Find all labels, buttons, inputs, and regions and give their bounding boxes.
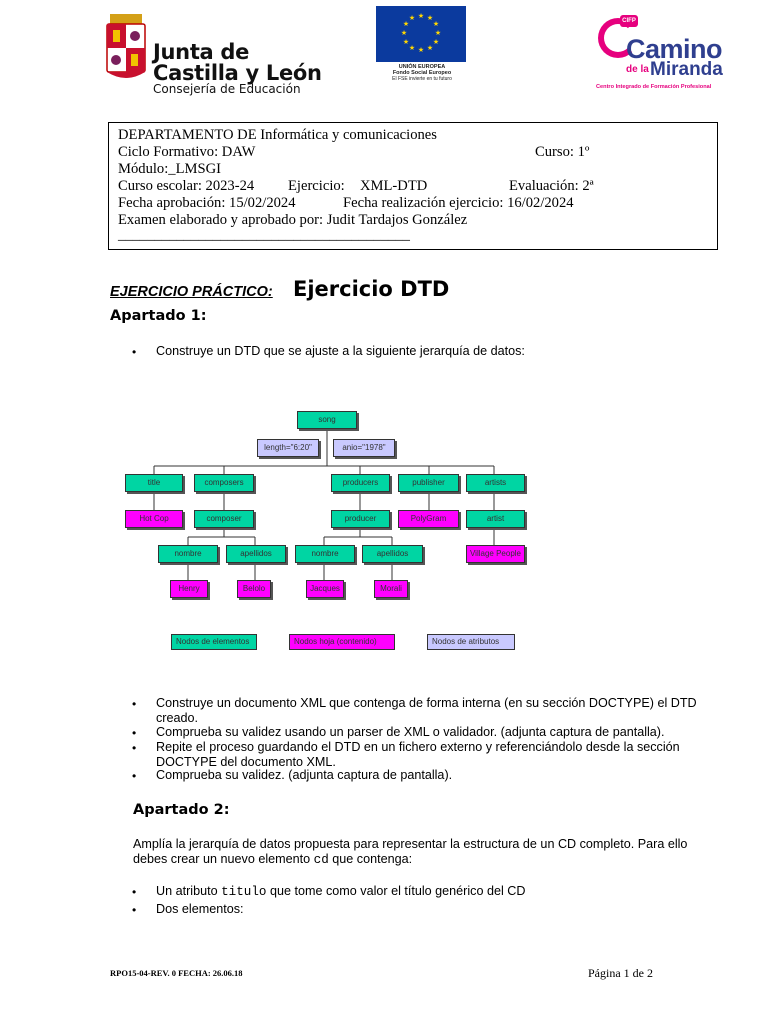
bullet-icon: • bbox=[132, 769, 137, 783]
node-producer: producer bbox=[331, 510, 390, 528]
svg-text:★: ★ bbox=[434, 30, 442, 37]
node-henry: Henry bbox=[170, 580, 208, 598]
svg-text:★: ★ bbox=[426, 45, 434, 52]
department: DEPARTAMENTO DE Informática y comunicaciones bbox=[118, 127, 437, 143]
bullet-icon: • bbox=[132, 697, 137, 711]
footer-revision: RPO15-04-REV. 0 FECHA: 26.06.18 bbox=[110, 968, 243, 978]
apartado1-intro: Construye un DTD que se ajuste a la siguiente jerarquía de datos: bbox=[156, 344, 525, 358]
camino-subtitle: Centro Integrado de Formación Profesional bbox=[596, 84, 712, 90]
apartado2-para2-pre: debes crear un nuevo elemento bbox=[133, 852, 314, 866]
jcyl-title-line1: Junta de bbox=[153, 40, 250, 64]
node-jacques: Jacques bbox=[306, 580, 344, 598]
jcyl-logo bbox=[105, 14, 322, 100]
eu-caption-line2: Fondo Social Europeo bbox=[392, 70, 452, 76]
jcyl-title-line2: Castilla y León bbox=[153, 61, 322, 85]
modulo: Módulo:_LMSGI bbox=[118, 161, 221, 177]
ciclo-formativo: Ciclo Formativo: DAW bbox=[118, 144, 256, 160]
svg-text:★: ★ bbox=[402, 39, 410, 46]
eu-flag-icon bbox=[376, 6, 466, 62]
eu-caption-line3: El FSE invierte en tu futuro bbox=[392, 76, 452, 82]
node-polygram: PolyGram bbox=[398, 510, 459, 528]
legend-element-nodes: Nodos de elementos bbox=[171, 634, 257, 650]
node-village-people: Village People bbox=[466, 545, 525, 563]
apartado2-paragraph-line1: Amplía la jerarquía de datos propuesta para representar la estructura de un CD completo. Para ello bbox=[133, 837, 688, 851]
svg-text:★: ★ bbox=[400, 30, 408, 37]
curso-escolar: Curso escolar: 2023-24 bbox=[118, 178, 255, 194]
node-attr-anio: anio="1978" bbox=[333, 439, 395, 457]
bullet-icon: • bbox=[132, 903, 137, 917]
node-producers: producers bbox=[331, 474, 390, 492]
bullet-icon: • bbox=[132, 741, 137, 755]
apartado2-b1-pre: Un atributo bbox=[156, 884, 222, 898]
apartado2-paragraph-line2 bbox=[133, 852, 412, 868]
curso: Curso: 1º bbox=[535, 144, 590, 160]
legend-leaf-nodes: Nodos hoja (contenido) bbox=[289, 634, 395, 650]
exercise-title: Ejercicio DTD bbox=[293, 277, 450, 301]
tree-connectors bbox=[120, 400, 540, 660]
apartado1-bullet-3: Repite el proceso guardando el DTD en un fichero externo y referenciándolo desde la sección DOCTYPE del documento XML. bbox=[156, 740, 680, 769]
fecha-aprobacion: Fecha aprobación: 15/02/2024 bbox=[118, 195, 296, 211]
jcyl-subtitle: Consejería de Educación bbox=[153, 82, 301, 96]
apartado2-para2-post: que contenga: bbox=[328, 852, 413, 866]
apartado1-bullet-2: Comprueba su validez usando un parser de XML o validador. (adjunta captura de pantalla). bbox=[156, 725, 665, 739]
svg-text:★: ★ bbox=[408, 15, 416, 22]
node-title: title bbox=[125, 474, 183, 492]
node-composer: composer bbox=[194, 510, 254, 528]
code-cd: cd bbox=[313, 853, 329, 867]
svg-text:★: ★ bbox=[417, 13, 425, 20]
camino-word2: Miranda bbox=[650, 59, 723, 80]
node-artist: artist bbox=[466, 510, 525, 528]
xml-hierarchy-diagram bbox=[120, 400, 540, 660]
node-song: song bbox=[297, 411, 357, 429]
signature-line: ________________________________________ bbox=[118, 227, 410, 243]
bullet-icon: • bbox=[132, 726, 137, 740]
camino-word1: Camino bbox=[626, 34, 723, 64]
node-belolo: Belolo bbox=[237, 580, 271, 598]
ejercicio-value: XML-DTD bbox=[360, 178, 428, 194]
apartado1-bullet-1: Construye un documento XML que contenga de forma interna (en su sección DOCTYPE) el DTD creado. bbox=[156, 696, 697, 725]
eu-logo bbox=[376, 6, 468, 90]
bullet-icon: • bbox=[132, 885, 137, 899]
svg-text:★: ★ bbox=[426, 15, 434, 22]
bullet-icon: • bbox=[132, 345, 137, 359]
apartado2-bullet-1 bbox=[156, 884, 525, 900]
ejercicio-label: Ejercicio: bbox=[288, 178, 345, 194]
evaluacion: Evaluación: 2ª bbox=[509, 178, 594, 194]
legend-attribute-nodes: Nodos de atributos bbox=[427, 634, 515, 650]
camino-badge: CIFP bbox=[620, 15, 638, 27]
node-publisher: publisher bbox=[398, 474, 459, 492]
node-nombre-composer: nombre bbox=[158, 545, 218, 563]
node-nombre-producer: nombre bbox=[295, 545, 355, 563]
examen-autor: Examen elaborado y aprobado por: Judit Tardajos González bbox=[118, 212, 468, 228]
svg-text:★: ★ bbox=[417, 47, 425, 54]
info-box bbox=[108, 122, 718, 250]
eu-caption-line1: UNIÓN EUROPEA bbox=[398, 64, 446, 70]
node-morali: Morali bbox=[374, 580, 408, 598]
camino-dela: de la bbox=[626, 64, 649, 75]
code-titulo: titulo bbox=[221, 885, 267, 899]
node-artists: artists bbox=[466, 474, 525, 492]
apartado2-heading: Apartado 2: bbox=[133, 802, 230, 818]
node-composers: composers bbox=[194, 474, 254, 492]
node-hot-cop: Hot Cop bbox=[125, 510, 183, 528]
node-apellidos-composer: apellidos bbox=[226, 545, 286, 563]
apartado2-bullet-2: Dos elementos: bbox=[156, 902, 244, 916]
exercise-label: EJERCICIO PRÁCTICO: bbox=[110, 284, 273, 300]
node-apellidos-producer: apellidos bbox=[362, 545, 423, 563]
svg-text:★: ★ bbox=[408, 45, 416, 52]
svg-text:★: ★ bbox=[432, 39, 440, 46]
svg-text:★: ★ bbox=[432, 21, 440, 28]
apartado1-bullet-4: Comprueba su validez. (adjunta captura de pantalla). bbox=[156, 768, 453, 782]
page-number: Página 1 de 2 bbox=[588, 966, 653, 980]
apartado1-heading: Apartado 1: bbox=[110, 308, 207, 324]
node-attr-length: length="6:20" bbox=[257, 439, 319, 457]
eu-caption bbox=[376, 64, 468, 82]
apartado2-b1-post: que tome como valor el título genérico del CD bbox=[266, 884, 526, 898]
coat-of-arms-icon bbox=[105, 14, 147, 84]
camino-logo bbox=[596, 12, 736, 90]
fecha-realizacion: Fecha realización ejercicio: 16/02/2024 bbox=[343, 195, 574, 211]
svg-text:★: ★ bbox=[402, 21, 410, 28]
